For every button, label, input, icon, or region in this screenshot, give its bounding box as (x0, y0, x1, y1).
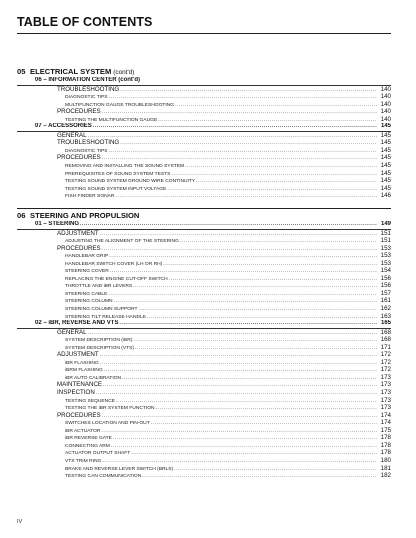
toc-entry-page: 171 (380, 343, 391, 351)
footer-page-number: IV (17, 519, 23, 525)
toc-entry[interactable] (17, 86, 391, 94)
toc-entry[interactable] (17, 108, 391, 116)
toc-entry[interactable] (17, 419, 391, 427)
toc-entry-title: iBRM FLASHING (65, 368, 103, 374)
toc-entry-page: 153 (380, 244, 391, 252)
toc-entry[interactable] (17, 252, 391, 260)
toc-entry-title: STEERING COLUMN (65, 299, 113, 305)
toc-entry[interactable] (17, 185, 391, 193)
toc-entry-page: 173 (380, 381, 391, 389)
toc-entry[interactable] (17, 282, 391, 290)
toc-entry-title: ADJUSTMENT (57, 229, 99, 237)
toc-entry[interactable] (17, 290, 391, 298)
toc-entry[interactable] (17, 397, 391, 405)
toc-entry[interactable] (17, 351, 391, 359)
dot-leader (142, 473, 377, 480)
dot-leader (80, 221, 377, 229)
toc-entry[interactable] (17, 267, 391, 275)
toc-entry-title: MAINTENANCE (57, 381, 103, 389)
toc-entry-page: 168 (380, 336, 391, 344)
toc-entry-page: 140 (380, 108, 391, 116)
toc-entry-title: PROCEDURES (57, 154, 101, 162)
toc-entry-title: TESTING THE iBR SYSTEM FUNCTION (65, 406, 155, 412)
toc-entry-title: ADJUSTMENT (57, 351, 99, 359)
toc-entry-page: 178 (380, 434, 391, 442)
toc-entry-title: REMOVING AND INSTALLING THE SOUND SYSTEM (65, 164, 185, 170)
toc-entry[interactable] (17, 297, 391, 305)
toc-entry-page: 162 (380, 305, 391, 313)
toc-entry-page: 145 (380, 123, 391, 130)
toc-entry-page: 145 (380, 169, 391, 177)
toc-entry-title: INSPECTION (57, 389, 95, 397)
toc-entry[interactable] (17, 427, 391, 435)
toc-entry-page: 161 (380, 297, 391, 305)
toc-entry-page: 140 (380, 100, 391, 108)
toc-entry-title: TESTING THE MULTIFUNCTION GAUGE (65, 117, 158, 123)
toc-entry[interactable] (17, 147, 391, 155)
toc-entry[interactable] (17, 132, 391, 140)
toc-entry-page: 163 (380, 312, 391, 320)
toc-entry-title: DIAGNOSTIC TIPS (65, 148, 108, 154)
section-header (17, 67, 391, 77)
toc-entry[interactable] (17, 404, 391, 412)
toc-entry[interactable] (17, 275, 391, 283)
toc-entry-title: 07 – ACCESSORIES (35, 123, 92, 130)
toc-entry[interactable] (17, 237, 391, 245)
toc-entry[interactable] (17, 170, 391, 178)
toc-entry-page: 146 (380, 192, 391, 200)
toc-entry-title: MULTIFUNCTION GAUGE TROUBLESHOOTING (65, 102, 175, 108)
toc-entry[interactable] (17, 305, 391, 313)
toc-entry[interactable] (17, 77, 391, 86)
toc-rows (17, 221, 391, 480)
toc-entry-page: 145 (380, 162, 391, 170)
toc-entry[interactable] (17, 366, 391, 374)
toc-entry-title: ACTUATOR OUTPUT SHAFT (65, 451, 131, 457)
toc-entry-page: 153 (380, 259, 391, 267)
toc-entry-page: 168 (380, 328, 391, 336)
toc-entry[interactable] (17, 177, 391, 185)
toc-entry[interactable] (17, 313, 391, 321)
toc-entry-title: VTS TRIM RING (65, 458, 102, 464)
toc-entry[interactable] (17, 116, 391, 124)
page-title: TABLE OF CONTENTS (17, 15, 153, 29)
toc-entry-page: 174 (380, 411, 391, 419)
toc-entry-page: 172 (380, 358, 391, 366)
toc-entry[interactable] (17, 449, 391, 457)
toc-entry[interactable] (17, 412, 391, 420)
toc-entry-page: 156 (380, 282, 391, 290)
toc-entry-page: 165 (380, 320, 391, 327)
toc-entry-title: PROCEDURES (57, 411, 101, 419)
toc-entry-page: 145 (380, 154, 391, 162)
toc-entry[interactable] (17, 245, 391, 253)
section-electrical-system (17, 67, 391, 200)
toc-entry-title: iBR REVERSE GATE (65, 436, 112, 442)
toc-entry-title: STEERING COVER (65, 269, 109, 275)
toc-entry-title: REPLACING THE ENGINE CUT-OFF SWITCH (65, 276, 168, 282)
toc-entry-page: 153 (380, 252, 391, 260)
toc-entry-page: 140 (380, 85, 391, 93)
toc-entry-page: 178 (380, 449, 391, 457)
toc-entry-page: 149 (380, 221, 391, 227)
section-number: 05 (17, 67, 26, 76)
toc-entry-title: STEERING COLUMN SUPPORT (65, 307, 138, 313)
toc-entry-title: iBR FLASHING (65, 360, 99, 366)
toc-entry-page: 173 (380, 389, 391, 397)
toc-entry-title: 06 – INFORMATION CENTER (cont'd) (35, 77, 140, 83)
dot-leader (93, 123, 377, 131)
toc-entry-page: 172 (380, 351, 391, 359)
toc-entry-title: STEERING TILT RELEASE HANDLE (65, 314, 146, 320)
toc-entry[interactable] (17, 344, 391, 352)
toc-entry-page: 180 (380, 456, 391, 464)
toc-entry-page: 174 (380, 419, 391, 427)
toc-entry-title: BRAKE AND REVERSE LEVER SWITCH (BRLS) (65, 466, 174, 472)
toc-entry[interactable] (17, 101, 391, 109)
toc-entry[interactable] (17, 442, 391, 450)
toc-entry-page: 154 (380, 267, 391, 275)
toc-entry-title: iBR AUTO CALIBRATION (65, 375, 122, 381)
toc-entry-page: 156 (380, 274, 391, 282)
toc-entry[interactable] (17, 389, 391, 397)
toc-entry[interactable] (17, 221, 391, 230)
toc-entry[interactable] (17, 381, 391, 389)
toc-entry[interactable] (17, 329, 391, 337)
toc-entry-page: 151 (380, 237, 391, 245)
toc-entry-title: HANDLEBAR SWITCH COVER (LH OR RH) (65, 261, 163, 267)
toc-entry-page: 178 (380, 441, 391, 449)
section-header (17, 211, 391, 221)
toc-entry-page: 173 (380, 396, 391, 404)
toc-entry-title: TESTING SEQUENCE (65, 398, 116, 404)
toc-entry-page: 182 (380, 472, 391, 480)
toc-entry[interactable] (17, 192, 391, 200)
toc-entry[interactable] (17, 472, 391, 480)
toc-entry-page: 145 (380, 131, 391, 139)
toc-entry-title: SWITCHES LOCATION AND PIN-OUT (65, 421, 150, 427)
toc-entry-title: THROTTLE AND iBR LEVERS (65, 284, 133, 290)
toc-entry-page: 172 (380, 366, 391, 374)
toc-entry[interactable] (17, 359, 391, 367)
toc-entry-title: HANDLEBAR GRIP (65, 254, 109, 260)
toc-entry-page: 145 (380, 184, 391, 192)
section-title: STEERING AND PROPULSION (30, 211, 140, 220)
toc-entry-title: PROCEDURES (57, 108, 101, 116)
toc-entry-title: STEERING CABLE (65, 291, 108, 297)
toc-entry-page: 157 (380, 289, 391, 297)
toc-entry[interactable] (17, 139, 391, 147)
section-divider (17, 208, 391, 209)
toc-entry-title: DIAGNOSTIC TIPS (65, 95, 108, 101)
toc-entry-title: iBR ACTUATOR (65, 428, 101, 434)
toc-entry-title: GENERAL (57, 131, 87, 139)
toc-entry[interactable] (17, 260, 391, 268)
toc-entry-page: 140 (380, 115, 391, 123)
toc-entry-title: PROCEDURES (57, 244, 101, 252)
toc-entry-title: FISH FINDER SONAR (65, 194, 115, 200)
dot-leader (115, 193, 377, 200)
toc-entry-title: SYSTEM DESCRIPTION (iBR) (65, 338, 133, 344)
toc-entry[interactable] (17, 154, 391, 162)
toc-entry-page: 151 (380, 229, 391, 237)
title-rule (17, 33, 391, 34)
toc-entry-page: 140 (380, 93, 391, 101)
toc-entry[interactable] (17, 123, 391, 132)
toc-entry-title: TESTING SOUND SYSTEM INPUT VOLTAGE (65, 186, 167, 192)
section-number: 06 (17, 211, 26, 220)
toc-entry-page: 175 (380, 426, 391, 434)
dot-leader (119, 320, 377, 328)
toc-entry-title: 01 – STEERING (35, 221, 80, 227)
toc-entry-page: 173 (380, 404, 391, 412)
toc-entry-title: CONNECTING ARM (65, 443, 110, 449)
toc-entry[interactable] (17, 336, 391, 344)
toc-entry-title: TESTING CAN COMMUNICATION (65, 474, 142, 480)
toc-entry[interactable] (17, 230, 391, 238)
toc-entry[interactable] (17, 374, 391, 382)
toc-entry-title: ADJUSTING THE ALIGNMENT OF THE STEERING (65, 239, 179, 245)
toc-entry-page: 145 (380, 139, 391, 147)
toc-entry[interactable] (17, 320, 391, 329)
toc-entry-title: 02 – iBR, REVERSE AND VTS (35, 320, 119, 327)
toc-entry[interactable] (17, 465, 391, 473)
toc-entry-title: GENERAL (57, 328, 87, 336)
toc-entry-title: TROUBLESHOOTING (57, 139, 120, 147)
toc-entry-title: TESTING SOUND SYSTEM GROUND WIRE CONTINUITY (65, 179, 196, 185)
toc-entry-title: PREREQUISITES OF SOUND SYSTEM TESTS (65, 171, 171, 177)
toc-entry[interactable] (17, 457, 391, 465)
toc-entry[interactable] (17, 434, 391, 442)
toc-entry[interactable] (17, 162, 391, 170)
toc-rows (17, 77, 391, 200)
toc-entry-page: 145 (380, 177, 391, 185)
section-steering-and-propulsion (17, 211, 391, 480)
section-continued-note: (cont'd) (113, 69, 135, 76)
toc-entry-title: SYSTEM DESCRIPTION (VTS) (65, 345, 135, 351)
toc-entry-page: 145 (380, 146, 391, 154)
toc-entry-page: 173 (380, 373, 391, 381)
toc-entry-title: TROUBLESHOOTING (57, 85, 120, 93)
toc-entry[interactable] (17, 93, 391, 101)
section-title: ELECTRICAL SYSTEM (30, 67, 112, 76)
toc-entry-page: 181 (380, 464, 391, 472)
